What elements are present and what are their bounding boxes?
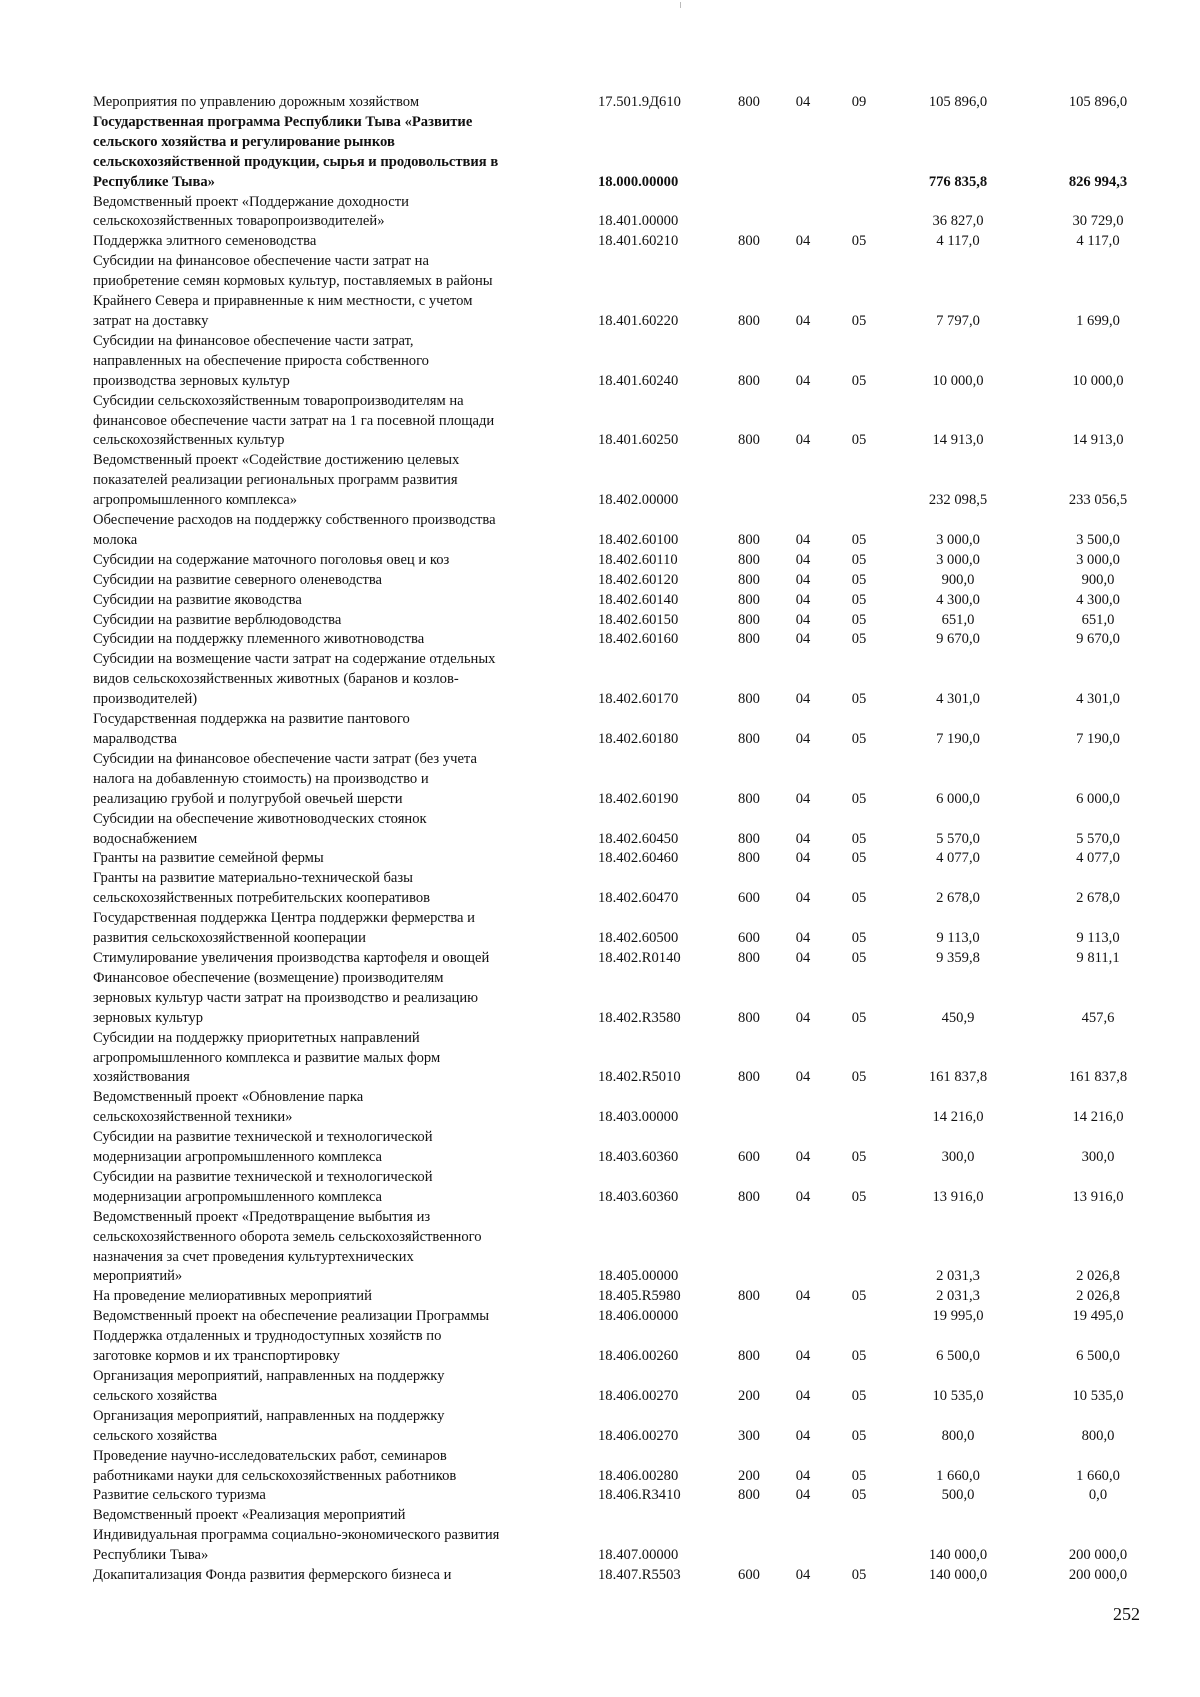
row-name: На проведение мелиоративных мероприятий xyxy=(93,1288,372,1305)
row-amount-year1: 9 113,0 xyxy=(936,930,980,947)
row-subsection: 05 xyxy=(851,571,867,588)
row-name: Финансовое обеспечение (возмещение) производителям зерновых культур части затрат на производство и реализацию зерновых культур xyxy=(93,969,479,1026)
row-amount-year1: 5 570,0 xyxy=(936,830,980,847)
row-name: Субсидии на обеспечение животноводческих стоянок водоснабжением xyxy=(93,810,427,847)
row-expense-type: 800 xyxy=(738,591,760,608)
table-row xyxy=(93,710,1153,750)
row-amount-year2: 3 500,0 xyxy=(1076,531,1120,548)
table-row xyxy=(93,630,1153,650)
row-expense-type: 800 xyxy=(738,611,760,628)
row-amount-year1: 3 000,0 xyxy=(936,551,980,568)
row-code: 18.402.60160 xyxy=(598,631,679,648)
row-section: 04 xyxy=(795,1467,811,1484)
table-row xyxy=(93,650,1153,710)
row-name: Ведомственный проект «Реализация мероприятий Индивидуальная программа социально-экономического развития Республики Тыва» xyxy=(93,1507,500,1564)
row-amount-year2: 4 117,0 xyxy=(1076,233,1120,250)
row-section: 04 xyxy=(795,691,811,708)
table-row xyxy=(93,1287,1153,1307)
row-amount-year2: 826 994,3 xyxy=(1068,173,1128,190)
row-code: 18.402.60170 xyxy=(598,691,679,708)
row-amount-year1: 9 670,0 xyxy=(936,631,980,648)
row-name: Докапитализация Фонда развития фермерского бизнеса и xyxy=(93,1567,452,1584)
row-subsection: 09 xyxy=(851,94,867,110)
row-amount-year2: 300,0 xyxy=(1081,1149,1115,1166)
row-code: 18.407.00000 xyxy=(598,1547,679,1564)
table-row xyxy=(93,571,1153,591)
row-expense-type: 800 xyxy=(738,233,760,250)
row-amount-year1: 2 031,3 xyxy=(936,1288,980,1305)
row-code: 18.402.60460 xyxy=(598,850,679,867)
row-amount-year1: 900,0 xyxy=(941,571,975,588)
row-code: 18.402.60150 xyxy=(598,611,679,628)
row-code: 18.402.R5010 xyxy=(598,1069,681,1086)
table-row xyxy=(93,451,1153,511)
table-row xyxy=(93,551,1153,571)
row-section: 04 xyxy=(795,591,811,608)
row-expense-type: 800 xyxy=(738,631,760,648)
table-row xyxy=(93,810,1153,850)
row-code: 18.403.60360 xyxy=(598,1188,679,1205)
row-amount-year2: 161 837,8 xyxy=(1068,1069,1128,1086)
row-subsection: 05 xyxy=(851,1149,867,1166)
row-expense-type: 800 xyxy=(738,1487,760,1504)
row-section: 04 xyxy=(795,790,811,807)
row-subsection: 05 xyxy=(851,531,867,548)
row-expense-type: 800 xyxy=(738,1009,760,1026)
row-expense-type: 200 xyxy=(738,1387,760,1404)
row-name: Субсидии на возмещение части затрат на содержание отдельных видов сельскохозяйственных животных (баранов и козлов- производителей) xyxy=(93,651,496,708)
row-amount-year1: 300,0 xyxy=(941,1149,975,1166)
row-amount-year2: 233 056,5 xyxy=(1068,492,1128,509)
row-amount-year2: 9 113,0 xyxy=(1076,930,1120,947)
row-section: 04 xyxy=(795,531,811,548)
table-row xyxy=(93,849,1153,869)
row-code: 18.401.60220 xyxy=(598,312,679,329)
row-name: Организация мероприятий, направленных на поддержку сельского хозяйства xyxy=(93,1407,445,1444)
row-amount-year2: 9 670,0 xyxy=(1076,631,1120,648)
row-amount-year1: 7 797,0 xyxy=(936,312,980,329)
row-code: 18.401.60210 xyxy=(598,233,679,250)
row-expense-type: 800 xyxy=(738,432,760,449)
row-code: 18.407.R5503 xyxy=(598,1567,681,1584)
row-amount-year1: 14 216,0 xyxy=(932,1109,984,1126)
page-number: 252 xyxy=(1113,1604,1140,1624)
row-subsection: 05 xyxy=(851,1009,867,1026)
row-subsection: 05 xyxy=(851,830,867,847)
table-row xyxy=(93,869,1153,909)
table-row xyxy=(93,1486,1153,1506)
row-expense-type: 800 xyxy=(738,1348,760,1365)
row-expense-type: 800 xyxy=(738,1288,760,1305)
row-amount-year1: 140 000,0 xyxy=(928,1547,988,1564)
row-subsection: 05 xyxy=(851,1387,867,1404)
row-subsection: 05 xyxy=(851,1288,867,1305)
row-amount-year2: 30 729,0 xyxy=(1072,213,1124,230)
row-amount-year2: 800,0 xyxy=(1081,1427,1115,1444)
row-amount-year2: 2 026,8 xyxy=(1076,1288,1120,1305)
table-row xyxy=(93,252,1153,332)
table-row xyxy=(93,909,1153,949)
row-amount-year1: 6 500,0 xyxy=(936,1348,980,1365)
row-amount-year1: 13 916,0 xyxy=(932,1188,984,1205)
row-expense-type: 300 xyxy=(738,1427,760,1444)
row-name: Мероприятия по управлению дорожным хозяйством xyxy=(93,94,420,110)
row-expense-type: 800 xyxy=(738,94,760,110)
row-amount-year1: 450,9 xyxy=(941,1009,975,1026)
row-amount-year2: 2 678,0 xyxy=(1076,890,1120,907)
row-section: 04 xyxy=(795,1567,811,1584)
table-row xyxy=(93,332,1153,392)
row-subsection: 05 xyxy=(851,850,867,867)
row-name: Субсидии на содержание маточного поголовья овец и коз xyxy=(93,551,450,568)
row-amount-year2: 10 000,0 xyxy=(1072,372,1124,389)
row-amount-year2: 200 000,0 xyxy=(1068,1547,1128,1564)
table-row xyxy=(93,949,1153,969)
row-amount-year1: 10 535,0 xyxy=(932,1387,984,1404)
row-amount-year1: 4 077,0 xyxy=(936,850,980,867)
row-section: 04 xyxy=(795,1149,811,1166)
row-name: Гранты на развитие материально-технической базы сельскохозяйственных потребительских кооперативов xyxy=(93,870,431,907)
row-section: 04 xyxy=(795,1188,811,1205)
row-subsection: 05 xyxy=(851,1348,867,1365)
table-row xyxy=(93,1307,1153,1327)
table-row xyxy=(93,1506,1153,1566)
row-expense-type: 600 xyxy=(738,1149,760,1166)
row-amount-year1: 2 031,3 xyxy=(936,1268,980,1285)
row-name: Субсидии на развитие технической и технологической модернизации агропромышленного комплекса xyxy=(93,1129,433,1166)
row-amount-year1: 4 300,0 xyxy=(936,591,980,608)
table-row xyxy=(93,591,1153,611)
row-expense-type: 600 xyxy=(738,890,760,907)
row-amount-year2: 457,6 xyxy=(1081,1009,1115,1026)
row-section: 04 xyxy=(795,1427,811,1444)
table-row xyxy=(93,392,1153,452)
row-expense-type: 800 xyxy=(738,830,760,847)
row-amount-year1: 800,0 xyxy=(941,1427,975,1444)
row-code: 18.402.60110 xyxy=(598,551,678,568)
row-expense-type: 800 xyxy=(738,551,760,568)
table-row xyxy=(93,1128,1153,1168)
row-amount-year1: 4 117,0 xyxy=(936,233,980,250)
row-section: 04 xyxy=(795,372,811,389)
row-section: 04 xyxy=(795,312,811,329)
row-code: 18.000.00000 xyxy=(598,173,679,190)
row-code: 18.406.00000 xyxy=(598,1308,679,1325)
table-row xyxy=(93,113,1153,193)
row-section: 04 xyxy=(795,1069,811,1086)
table-row xyxy=(93,611,1153,631)
row-subsection: 05 xyxy=(851,1188,867,1205)
row-code: 18.406.00270 xyxy=(598,1387,679,1404)
row-name: Ведомственный проект на обеспечение реализации Программы xyxy=(93,1308,490,1325)
row-subsection: 05 xyxy=(851,949,867,966)
row-name: Субсидии на финансовое обеспечение части затрат, направленных на обеспечение прироста собственного производства зерновых культур xyxy=(93,332,429,389)
row-name: Ведомственный проект «Поддержание доходности сельскохозяйственных товаропроизводителей» xyxy=(93,193,409,230)
row-amount-year1: 6 000,0 xyxy=(936,790,980,807)
row-amount-year2: 0,0 xyxy=(1088,1487,1108,1504)
row-amount-year1: 232 098,5 xyxy=(928,492,988,509)
row-section: 04 xyxy=(795,850,811,867)
row-expense-type: 800 xyxy=(738,850,760,867)
table-row xyxy=(93,511,1153,551)
row-amount-year1: 7 190,0 xyxy=(936,731,980,747)
row-amount-year2: 4 301,0 xyxy=(1076,691,1120,708)
row-code: 18.402.60100 xyxy=(598,531,679,548)
row-subsection: 05 xyxy=(851,631,867,648)
row-code: 18.406.00280 xyxy=(598,1467,679,1484)
row-amount-year1: 140 000,0 xyxy=(928,1567,988,1584)
row-amount-year1: 4 301,0 xyxy=(936,691,980,708)
row-name: Субсидии сельскохозяйственным товаропроизводителям на финансовое обеспечение части затрат на 1 га посевной площади сельскохозяйственных культур xyxy=(93,392,495,449)
row-amount-year2: 1 660,0 xyxy=(1076,1467,1120,1484)
row-section: 04 xyxy=(795,890,811,907)
table-row xyxy=(93,1447,1153,1487)
row-subsection: 05 xyxy=(851,1427,867,1444)
row-amount-year1: 651,0 xyxy=(941,611,975,628)
row-code: 17.501.9Д610 xyxy=(598,94,681,110)
row-subsection: 05 xyxy=(851,372,867,389)
row-amount-year1: 3 000,0 xyxy=(936,531,980,548)
row-name: Государственная поддержка Центра поддержки фермерства и развития сельскохозяйственной кооперации xyxy=(93,910,475,947)
row-amount-year1: 500,0 xyxy=(941,1487,975,1504)
row-name: Субсидии на финансовое обеспечение части затрат (без учета налога на добавленную стоимость) на производство и реализацию грубой и полугрубой овечьей шерсти xyxy=(93,750,477,807)
row-amount-year2: 14 216,0 xyxy=(1072,1109,1124,1126)
row-code: 18.406.00270 xyxy=(598,1427,679,1444)
row-amount-year1: 9 359,8 xyxy=(936,949,980,966)
row-amount-year1: 10 000,0 xyxy=(932,372,984,389)
row-subsection: 05 xyxy=(851,930,867,947)
table-row xyxy=(93,1407,1153,1447)
row-subsection: 05 xyxy=(851,790,867,807)
row-name: Гранты на развитие семейной фермы xyxy=(93,850,324,867)
row-subsection: 05 xyxy=(851,591,867,608)
row-expense-type: 800 xyxy=(738,790,760,807)
row-name: Государственная поддержка на развитие пантового маралводства xyxy=(93,711,410,747)
table-row xyxy=(93,193,1153,233)
row-code: 18.403.00000 xyxy=(598,1109,679,1126)
row-code: 18.402.60500 xyxy=(598,930,679,947)
row-amount-year2: 6 500,0 xyxy=(1076,1348,1120,1365)
row-code: 18.402.60450 xyxy=(598,830,679,847)
row-code: 18.401.60250 xyxy=(598,432,679,449)
row-subsection: 05 xyxy=(851,1567,867,1584)
row-section: 04 xyxy=(795,1487,811,1504)
row-amount-year2: 651,0 xyxy=(1081,611,1115,628)
row-amount-year1: 19 995,0 xyxy=(932,1308,984,1325)
row-section: 04 xyxy=(795,1009,811,1026)
row-subsection: 05 xyxy=(851,312,867,329)
row-name: Субсидии на развитие северного оленеводства xyxy=(93,571,383,588)
row-code: 18.402.60190 xyxy=(598,790,679,807)
table-row xyxy=(93,750,1153,810)
row-section: 04 xyxy=(795,949,811,966)
row-amount-year2: 9 811,1 xyxy=(1076,949,1120,966)
row-name: Ведомственный проект «Обновление парка сельскохозяйственной техники» xyxy=(93,1089,364,1126)
row-name: Субсидии на поддержку племенного животноводства xyxy=(93,631,425,648)
row-name: Субсидии на финансовое обеспечение части затрат на приобретение семян кормовых культур, поставляемых в районы Крайнего Севера и приравненные к ним местности, с учетом затрат на доставку xyxy=(93,253,493,329)
row-section: 04 xyxy=(795,432,811,449)
row-subsection: 05 xyxy=(851,432,867,449)
table-row xyxy=(93,1029,1153,1089)
row-section: 04 xyxy=(795,571,811,588)
row-code: 18.402.R3580 xyxy=(598,1009,681,1026)
row-section: 04 xyxy=(795,1288,811,1305)
row-code: 18.402.60140 xyxy=(598,591,679,608)
row-name: Развитие сельского туризма xyxy=(93,1487,266,1504)
row-expense-type: 600 xyxy=(738,930,760,947)
row-amount-year2: 13 916,0 xyxy=(1072,1188,1124,1205)
row-amount-year2: 5 570,0 xyxy=(1076,830,1120,847)
row-amount-year1: 105 896,0 xyxy=(928,94,988,110)
row-subsection: 05 xyxy=(851,233,867,250)
row-subsection: 05 xyxy=(851,890,867,907)
row-expense-type: 800 xyxy=(738,372,760,389)
row-code: 18.402.60120 xyxy=(598,571,679,588)
row-name: Поддержка отдаленных и труднодоступных хозяйств по заготовке кормов и их транспортировку xyxy=(93,1328,442,1365)
row-amount-year1: 776 835,8 xyxy=(928,173,988,190)
row-subsection: 05 xyxy=(851,1487,867,1504)
row-amount-year2: 200 000,0 xyxy=(1068,1567,1128,1584)
row-amount-year1: 36 827,0 xyxy=(932,213,984,230)
row-amount-year1: 1 660,0 xyxy=(936,1467,980,1484)
table-row xyxy=(93,1088,1153,1128)
row-amount-year2: 10 535,0 xyxy=(1072,1387,1124,1404)
row-amount-year2: 105 896,0 xyxy=(1068,94,1128,110)
row-subsection: 05 xyxy=(851,731,867,747)
row-name: Субсидии на развитие верблюдоводства xyxy=(93,611,342,628)
row-expense-type: 800 xyxy=(738,731,760,747)
row-amount-year2: 7 190,0 xyxy=(1076,731,1120,747)
row-section: 04 xyxy=(795,631,811,648)
table-row xyxy=(93,232,1153,252)
row-code: 18.401.60240 xyxy=(598,372,679,389)
row-section: 04 xyxy=(795,94,811,110)
row-subsection: 05 xyxy=(851,1467,867,1484)
row-section: 04 xyxy=(795,731,811,747)
row-expense-type: 800 xyxy=(738,691,760,708)
row-code: 18.405.00000 xyxy=(598,1268,679,1285)
row-code: 18.406.R3410 xyxy=(598,1487,681,1504)
row-name: Поддержка элитного семеноводства xyxy=(93,233,317,250)
row-name: Государственная программа Республики Тыва «Развитие сельского хозяйства и регулирование рынков сельскохозяйственной продукции, сырья и продовольствия в Республике Тыва» xyxy=(93,113,499,190)
row-amount-year1: 2 678,0 xyxy=(936,890,980,907)
row-amount-year2: 14 913,0 xyxy=(1072,432,1124,449)
row-section: 04 xyxy=(795,830,811,847)
table-row xyxy=(93,1208,1153,1288)
row-amount-year2: 1 699,0 xyxy=(1076,312,1120,329)
row-amount-year2: 3 000,0 xyxy=(1076,551,1120,568)
row-section: 04 xyxy=(795,551,811,568)
row-name: Субсидии на поддержку приоритетных направлений агропромышленного комплекса и развитие малых форм хозяйствования xyxy=(93,1029,441,1086)
row-subsection: 05 xyxy=(851,611,867,628)
row-amount-year2: 4 300,0 xyxy=(1076,591,1120,608)
row-name: Субсидии на развитие яководства xyxy=(93,591,302,608)
row-name: Проведение научно-исследовательских работ, семинаров работниками науки для сельскохозяйственных работников xyxy=(93,1447,457,1484)
row-code: 18.403.60360 xyxy=(598,1149,679,1166)
table-row xyxy=(93,1367,1153,1407)
row-name: Ведомственный проект «Предотвращение выбытия из сельскохозяйственного оборота земель сельскохозяйственного назначения за счет проведения культуртехнических мероприятий» xyxy=(93,1208,482,1285)
row-amount-year1: 161 837,8 xyxy=(928,1069,988,1086)
budget-table xyxy=(93,93,1153,1586)
row-name: Организация мероприятий, направленных на поддержку сельского хозяйства xyxy=(93,1368,445,1404)
row-amount-year2: 6 000,0 xyxy=(1076,790,1120,807)
row-expense-type: 800 xyxy=(738,1188,760,1205)
table-row xyxy=(93,1566,1153,1586)
row-name: Стимулирование увеличения производства картофеля и овощей xyxy=(93,949,490,966)
row-amount-year1: 14 913,0 xyxy=(932,432,984,449)
row-section: 04 xyxy=(795,611,811,628)
table-row xyxy=(93,1168,1153,1208)
row-section: 04 xyxy=(795,1387,811,1404)
row-amount-year2: 4 077,0 xyxy=(1076,850,1120,867)
row-code: 18.402.R0140 xyxy=(598,949,681,966)
row-code: 18.402.00000 xyxy=(598,492,679,509)
row-code: 18.402.60470 xyxy=(598,890,679,907)
row-subsection: 05 xyxy=(851,691,867,708)
row-subsection: 05 xyxy=(851,551,867,568)
row-expense-type: 800 xyxy=(738,531,760,548)
row-section: 04 xyxy=(795,930,811,947)
row-amount-year2: 19 495,0 xyxy=(1072,1308,1124,1325)
row-code: 18.406.00260 xyxy=(598,1348,679,1365)
row-code: 18.402.60180 xyxy=(598,731,679,747)
row-section: 04 xyxy=(795,1348,811,1365)
table-row xyxy=(93,93,1153,113)
row-name: Обеспечение расходов на поддержку собственного производства молока xyxy=(93,512,496,548)
row-expense-type: 800 xyxy=(738,312,760,329)
scan-artifact xyxy=(680,2,681,8)
table-row xyxy=(93,969,1153,1029)
table-row xyxy=(93,1327,1153,1367)
row-code: 18.405.R5980 xyxy=(598,1288,681,1305)
row-code: 18.401.00000 xyxy=(598,213,679,230)
row-subsection: 05 xyxy=(851,1069,867,1086)
row-name: Субсидии на развитие технической и технологической модернизации агропромышленного комплекса xyxy=(93,1168,433,1205)
row-expense-type: 800 xyxy=(738,1069,760,1086)
row-amount-year2: 900,0 xyxy=(1081,571,1115,588)
row-expense-type: 200 xyxy=(738,1467,760,1484)
row-amount-year2: 2 026,8 xyxy=(1076,1268,1120,1285)
row-expense-type: 600 xyxy=(738,1567,760,1584)
row-name: Ведомственный проект «Содействие достижению целевых показателей реализации региональных программ развития агропромышленного комплекса» xyxy=(93,452,460,509)
row-expense-type: 800 xyxy=(738,571,760,588)
row-expense-type: 800 xyxy=(738,949,760,966)
row-section: 04 xyxy=(795,233,811,250)
